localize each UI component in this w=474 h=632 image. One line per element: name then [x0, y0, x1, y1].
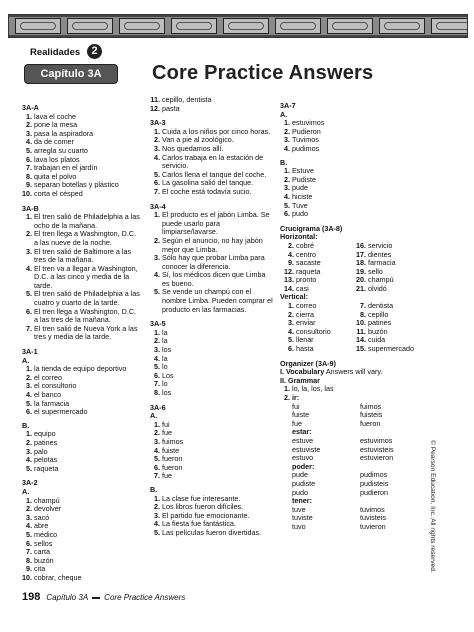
conjugation-row: tuviste tuvisteis	[292, 513, 386, 523]
answer-column-1	[22, 98, 140, 582]
answer-item: 3. Tuvimos	[284, 135, 319, 145]
crossword-answer: 13. pronto	[284, 275, 317, 285]
answer-item: 6. fueron	[154, 462, 183, 472]
conjugation-row: pude pudimos	[292, 470, 388, 480]
answer-item: 7. carta	[26, 547, 50, 557]
answer-item: 1. champú	[26, 495, 60, 505]
answer-item: 2. el correo	[26, 372, 62, 382]
answer-item: 4. el banco	[26, 390, 62, 399]
answer-item: 5. El tren salió de Philadelphia a las cuatro y cuarto de la tarde.	[26, 289, 140, 308]
vertical-label: Vertical:	[280, 292, 308, 302]
answer-item: 7. El tren salió de Nueva York a las tres y media de la tarde.	[26, 323, 138, 342]
answer-item: 1. El tren salió de Philadelphia a las ocho de la mañana.	[26, 212, 140, 230]
subsection-label: A.	[22, 355, 30, 365]
crossword-answer: 18. farmacia	[356, 258, 396, 268]
answer-item: 4. la	[154, 353, 168, 363]
answer-item: 1. fui	[154, 419, 170, 429]
answer-item: 4. Sí, los médicos dicen que Limba es bueno.	[154, 270, 266, 288]
conjugation-row: pudiste pudisteis	[292, 478, 389, 488]
answer-item: 2. Pudiste	[284, 174, 316, 184]
crossword-answer: 2. cierra	[288, 309, 314, 319]
crossword-answer: 9. sacaste	[288, 258, 321, 268]
section-heading: 3A-B	[22, 203, 39, 213]
crossword-answer: 5. llenar	[288, 335, 314, 345]
answer-item: 8. quita el polvo	[26, 171, 77, 181]
realidades-label: Realidades	[30, 47, 81, 58]
answer-item: 1. La clase fue interesante.	[154, 493, 241, 503]
answer-item: 5. la farmacia	[26, 398, 70, 408]
page-footer: 198 Capítulo 3A Core Practice Answers	[22, 591, 186, 603]
level-badge: 2	[87, 44, 102, 59]
crossword-answer: 17. dientes	[356, 249, 392, 259]
crossword-title: Crucigrama (3A-8)	[280, 223, 343, 233]
section-heading: 3A-7	[280, 101, 296, 110]
answer-item: 1. Estuve	[284, 166, 314, 176]
subsection-label: B.	[22, 420, 30, 430]
answer-column-2	[150, 96, 274, 538]
section-heading: 3A-4	[150, 201, 166, 211]
answer-item: 1. lava el coche	[26, 111, 76, 121]
answer-item: 3. fuimos	[154, 436, 184, 446]
answer-item: 3. Nos quedamos allí.	[154, 143, 224, 153]
crossword-answer: 7. dentista	[360, 301, 394, 311]
page-title: Core Practice Answers	[152, 62, 374, 84]
answer-item: 4. fuiste	[154, 445, 180, 455]
answer-item: 9. separan botellas y plástico	[26, 180, 119, 190]
crossword-answer: 8. cepillo	[360, 309, 389, 319]
section-heading: 3A-1	[22, 347, 38, 357]
crossword-answer: 4. centro	[288, 249, 316, 259]
answer-item: 3. el consultorio	[26, 381, 77, 391]
answer-item: 9. cita	[26, 564, 46, 574]
answer-item: 5. Tuve	[284, 200, 308, 210]
answer-item: 1. estuvimos	[284, 118, 325, 128]
answer-item: 2. El tren llega a Washington, D.C. a las nueve de la noche.	[26, 229, 137, 247]
crossword-answer: 11. buzón	[356, 326, 388, 336]
crossword-answer: 19. sello	[356, 266, 383, 276]
answer-item: 1. la tienda de equipo deportivo	[26, 364, 127, 374]
answer-item: 4. El tren va a llegar a Washington, D.C. a las cinco y media de la tarde.	[26, 263, 138, 290]
section-heading: 3A-6	[150, 402, 166, 412]
crossword-answer: 21. olvidó	[356, 283, 387, 293]
answer-item: 5. médico	[26, 529, 58, 539]
horizontal-label: Horizontal:	[280, 232, 318, 242]
subsection-label: A.	[280, 109, 288, 119]
answer-item: 6. Los	[154, 370, 174, 380]
answer-column-3	[280, 96, 420, 532]
answer-item: 1. El producto es el jabón Limba. Se puede usarlo para limpiarse/lavarse.	[154, 210, 270, 237]
subsection-label: B.	[280, 157, 288, 167]
crossword-answer: 16. servicio	[356, 240, 393, 250]
answer-item: 3. palo	[26, 446, 48, 456]
answer-item: 4. pudimos	[284, 143, 320, 153]
crossword-answer: 6. hasta	[288, 344, 314, 354]
chapter-tab: Capítulo 3A	[24, 64, 118, 84]
answer-item: 8. buzón	[26, 555, 54, 565]
answer-item: 1. Cuida a los niños por cinco horas.	[154, 126, 271, 136]
tener-label: tener:	[292, 496, 312, 506]
answer-item: 4. abre	[26, 521, 49, 531]
answer-item: 3. El tren salió de Baltimore a las tres de la mañana.	[26, 246, 132, 265]
crossword-answer: 4. consultorio	[288, 326, 331, 336]
answer-item: 2. Van a pie al zoológico.	[154, 135, 234, 145]
answer-item: 7. fue	[154, 471, 172, 481]
answer-item: 3. los	[154, 345, 172, 355]
answer-item: 3. sacó	[26, 512, 50, 522]
answer-item: 2. la	[154, 336, 168, 346]
answer-item: 4. La fiesta fue fantástica.	[154, 519, 236, 529]
crossword-answer: 1. correo	[288, 301, 317, 311]
answer-item: 1. la	[154, 327, 168, 337]
subsection-label: B.	[150, 484, 158, 494]
answer-item: 7. lo	[154, 379, 168, 389]
grammar-item: 2. ir:	[284, 393, 300, 402]
page-number: 198	[22, 591, 41, 603]
answer-item: 6. pudo	[284, 209, 308, 219]
answer-item: 6. La gasolina salió del tanque.	[154, 178, 254, 188]
answer-item: 3. pude	[284, 183, 308, 193]
answer-item: 2. pone la mesa	[26, 120, 78, 130]
crossword-answer: 14. cuida	[356, 335, 386, 345]
conjugation-row: pudo pudieron	[292, 487, 388, 497]
organizer-title: Organizer (3A-9)	[280, 358, 336, 368]
conjugation-row: fuiste fuisteis	[292, 410, 383, 420]
decorative-banner	[8, 14, 468, 38]
conjugation-row: tuve tuvimos	[292, 504, 385, 514]
estar-label: estar:	[292, 427, 312, 437]
crossword-answer: 3. enviar	[288, 318, 316, 328]
subsection-label: A.	[150, 411, 158, 421]
answer-item: 4. pelotas	[26, 455, 58, 465]
answer-item: 6. lava los platos	[26, 154, 80, 164]
grammar-item: 1. lo, la, los, las	[284, 384, 334, 394]
section-heading: 3A-2	[22, 478, 38, 488]
answer-item: 5. arregla su cuarto	[26, 145, 88, 155]
conjugation-row: tuvo tuvieron	[292, 521, 386, 531]
answer-item: 6. El tren llega a Washington, D.C. a las tres de la mañana.	[26, 306, 137, 325]
answer-item: 4. Carlos trabaja en la estación de servicio.	[154, 152, 264, 171]
section-heading: 3A-5	[150, 319, 166, 329]
answer-item: 6. el supermercado	[26, 407, 88, 417]
crossword-answer: 15. supermercado	[356, 344, 414, 354]
section-heading: 3A-A	[22, 103, 39, 112]
answer-item: 4. hiciste	[284, 191, 313, 201]
poder-label: poder:	[292, 461, 315, 471]
vocabulary-line: I. Vocabulary Answers will vary.	[280, 367, 383, 377]
answer-item: 5. Carlos llena el tanque del coche.	[154, 169, 267, 179]
answer-item: 4. da de comer	[26, 137, 74, 147]
crossword-horizontal	[280, 242, 420, 294]
conjugation-row: fue fueron	[292, 418, 381, 428]
answer-item: 10. corta el césped	[22, 188, 83, 198]
answer-item: 5. raqueta	[26, 463, 59, 473]
answer-item: 5. lo	[154, 362, 168, 372]
answer-item: 2. Según el anuncio, no hay jabón mejor que Limba.	[154, 235, 263, 254]
answer-item: 3. pasa la aspiradora	[26, 128, 94, 138]
answer-item: 12. pasta	[150, 103, 180, 113]
subsection-label: A.	[22, 486, 30, 496]
answer-item: 2. Pudieron	[284, 126, 321, 136]
conjugation-row: estuviste estuvisteis	[292, 444, 394, 454]
answer-item: 2. fue	[154, 428, 172, 438]
answer-item: 8. los	[154, 388, 172, 397]
crossword-answer: 12. raqueta	[284, 266, 321, 276]
answer-item: 10. cobrar, cheque	[22, 572, 82, 582]
conjugation-row: estuvo estuvieron	[292, 453, 394, 463]
answer-item: 2. devolver	[26, 504, 62, 514]
answer-item: 7. El coche está todavía sucio.	[154, 186, 252, 196]
answer-item: 7. trabajan en el jardín	[26, 163, 98, 173]
answer-item: 5. fueron	[154, 454, 183, 464]
grammar-label: II. Grammar	[280, 375, 320, 385]
answer-item: 11. cepillo, dentista	[150, 95, 212, 104]
crossword-answer: 20. champú	[356, 275, 394, 285]
conjugation-row: estuve estuvimos	[292, 435, 393, 445]
answer-item: 6. sellos	[26, 538, 53, 548]
crossword-vertical	[280, 302, 420, 354]
section-heading: 3A-3	[150, 118, 166, 128]
crossword-answer: 2. cobré	[288, 240, 314, 250]
answer-item: 3. El partido fue emocionante.	[154, 510, 250, 520]
answer-item: 5. Las películas fueron divertidas.	[154, 527, 262, 537]
answer-item: 1. equipo	[26, 429, 56, 439]
answer-item: 3. Sólo hay que probar Limba para conocer la diferencia.	[154, 253, 265, 271]
answer-item: 2. Los libros fueron difíciles.	[154, 502, 244, 512]
crossword-answer: 10. patines	[356, 318, 392, 328]
copyright-notice: © Pearson Education, Inc. All rights reserved.	[429, 440, 436, 573]
crossword-answer: 14. casi	[284, 283, 309, 293]
answer-item: 5. Se vende un champú con el nombre Limba. Pueden comprar el producto en las farmacias.	[154, 287, 273, 314]
answer-item: 2. patines	[26, 437, 58, 447]
conjugation-row: fui fuimos	[292, 401, 382, 411]
